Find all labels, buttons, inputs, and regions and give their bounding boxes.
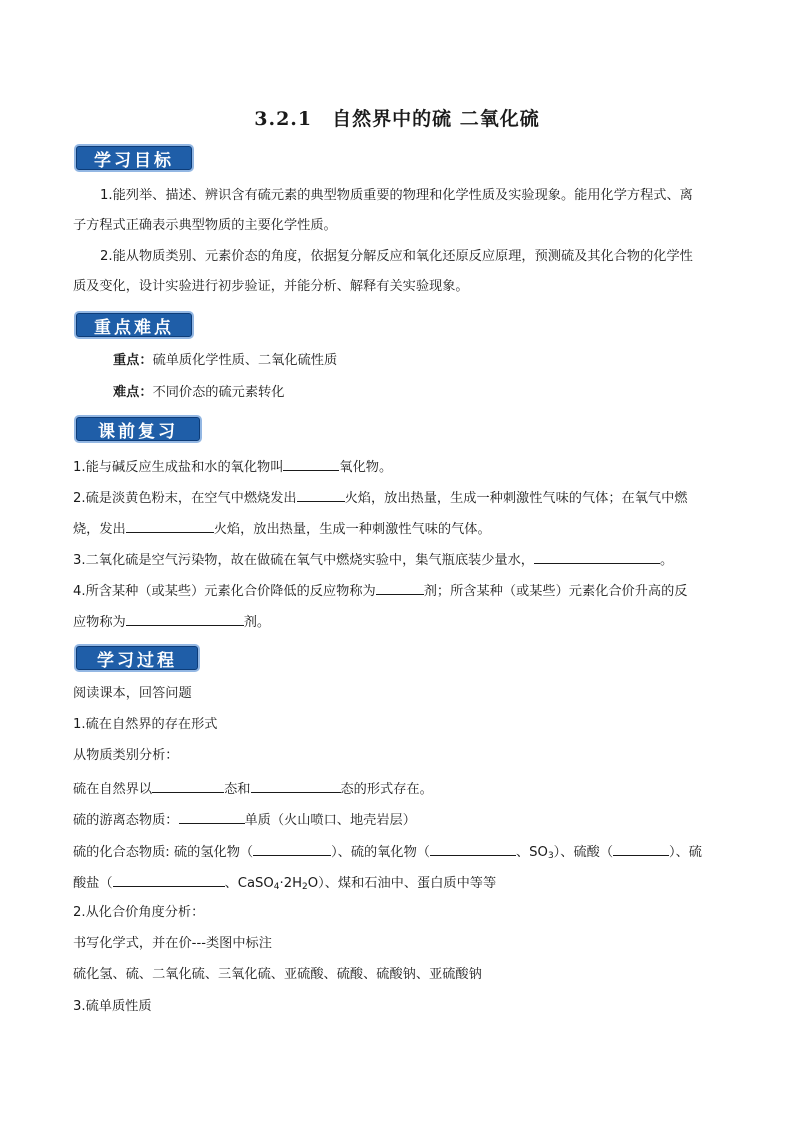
focus-label: 重点： bbox=[113, 353, 153, 368]
combined-state-line-1: 硫的化合态物质: 硫的氢化物（ ）、硫的氧化物（ 、$SO_3$）、硫酸（ ）、硫 bbox=[73, 841, 723, 866]
review-q4-line-1: 4.所含某种（或某些）元素化合价降低的反应物称为 剂；所含某种（或某些）元素化合价升高的反 bbox=[73, 580, 723, 602]
existence-forms-question: 硫在自然界以 态和 态的形式存在。 bbox=[73, 778, 723, 800]
difficulty-text: 不同价态的硫元素转化 bbox=[152, 385, 285, 400]
focus-text: 硫单质化学性质、二氧化硫性质 bbox=[152, 353, 338, 368]
answer-blank[interactable] bbox=[126, 518, 214, 533]
combined-state-line-2: 酸盐（ 、$CaSO_4\cdot 2H_2O$）、煤和石油中、蛋白质中等等 bbox=[73, 872, 723, 897]
section-badge-review: 课前复习 bbox=[74, 415, 202, 443]
objective-1-line-2: 子方程式正确表示典型物质的主要化学性质。 bbox=[73, 218, 337, 233]
answer-blank[interactable] bbox=[283, 456, 339, 471]
answer-blank[interactable] bbox=[152, 778, 224, 793]
review-q2-line-1: 2.硫是淡黄色粉末，在空气中燃烧发出 火焰，放出热量，生成一种刺激性气味的气体；在氧气中燃 bbox=[73, 487, 723, 509]
section-badge-objectives: 学习目标 bbox=[74, 144, 194, 172]
process-section-1: 1.硫在自然界的存在形式 bbox=[73, 717, 218, 732]
answer-blank[interactable] bbox=[376, 580, 424, 595]
section-badge-key-points: 重点难点 bbox=[74, 311, 194, 339]
answer-blank[interactable] bbox=[534, 549, 660, 564]
answer-blank[interactable] bbox=[251, 778, 341, 793]
answer-blank[interactable] bbox=[126, 611, 244, 626]
difficulty-line bbox=[113, 383, 763, 403]
review-q3: 3.二氧化硫是空气污染物，故在做硫在氧气中燃烧实验中，集气瓶底装少量水， 。 bbox=[73, 549, 723, 571]
answer-blank[interactable] bbox=[430, 841, 516, 856]
process-section-2-task: 书写化学式，并在价---类图中标注 bbox=[73, 936, 272, 951]
process-section-1-sub: 从物质类别分析： bbox=[73, 748, 179, 763]
review-q4-line-2: 应物称为 剂。 bbox=[73, 611, 723, 633]
process-section-2: 2.从化合价角度分析： bbox=[73, 905, 205, 920]
review-q2-line-2: 烧，发出 火焰，放出热量，生成一种刺激性气味的气体。 bbox=[73, 518, 723, 540]
answer-blank[interactable] bbox=[113, 872, 225, 887]
difficulty-label: 难点： bbox=[113, 385, 153, 400]
process-section-2-list: 硫化氢、硫、二氧化硫、三氧化硫、亚硫酸、硫酸、硫酸钠、亚硫酸钠 bbox=[73, 967, 482, 982]
answer-blank[interactable] bbox=[253, 841, 331, 856]
objective-2-line-1: 2.能从物质类别、元素价态的角度，依据复分解反应和氧化还原反应原理，预测硫及其化合物的化学性 bbox=[100, 249, 693, 264]
objective-1-line-1: 1.能列举、描述、辨识含有硫元素的典型物质重要的物理和化学性质及实验现象。能用化学方程式、离 bbox=[100, 188, 693, 203]
answer-blank[interactable] bbox=[613, 841, 669, 856]
section-badge-process: 学习过程 bbox=[74, 644, 200, 672]
free-state-question: 硫的游离态物质： 单质（火山喷口、地壳岩层） bbox=[73, 809, 723, 831]
focus-line bbox=[113, 351, 763, 371]
answer-blank[interactable] bbox=[179, 809, 245, 824]
page-title: 3.2.1 自然界中的硫 二氧化硫 bbox=[254, 108, 540, 130]
process-intro: 阅读课本，回答问题 bbox=[73, 686, 192, 701]
answer-blank[interactable] bbox=[297, 487, 345, 502]
objective-2-line-2: 质及变化，设计实验进行初步验证，并能分析、解释有关实验现象。 bbox=[73, 279, 469, 294]
process-section-3: 3.硫单质性质 bbox=[73, 999, 152, 1014]
review-q1: 1.能与碱反应生成盐和水的氧化物叫 氧化物。 bbox=[73, 456, 723, 478]
